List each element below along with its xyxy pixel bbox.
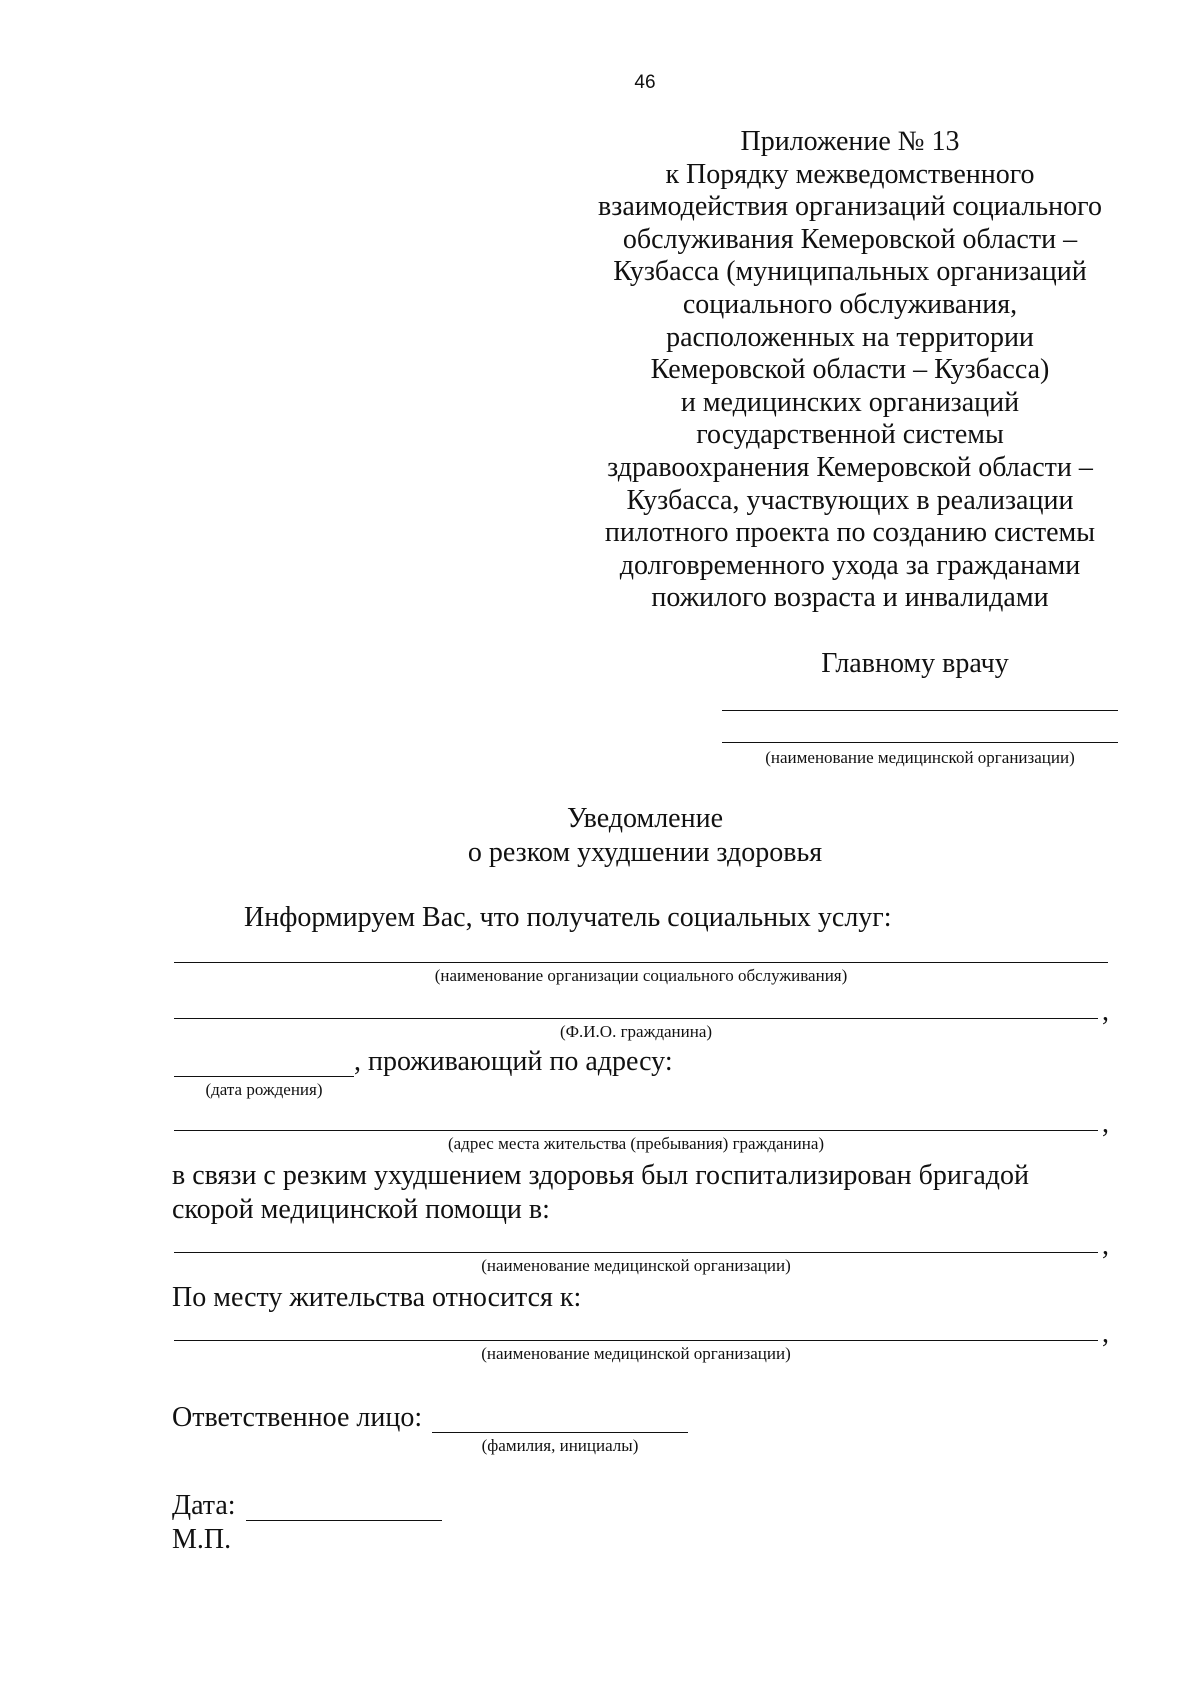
stamp-label: М.П. [172, 1524, 232, 1555]
appendix-line: Кемеровской области – Кузбасса) [650, 354, 1050, 386]
med-org-field-line-1[interactable] [174, 1252, 1098, 1253]
appendix-line: Кузбасса, участвующих в реализации [626, 484, 1074, 516]
appendix-line: здравоохранения Кемеровской области – [607, 451, 1093, 483]
appendix-line: взаимодействия организаций социального [598, 191, 1102, 223]
responsible-label: Ответственное лицо: [172, 1402, 423, 1433]
birthdate-caption: (дата рождения) [205, 1080, 323, 1099]
hospitalization-text-line2: скорой медицинской помощи в: [172, 1194, 550, 1225]
appendix-line: обслуживания Кемеровской области – [622, 223, 1078, 255]
recipient-field-line-2[interactable] [722, 742, 1118, 743]
appendix-line: государственной системы [696, 419, 1004, 451]
address-caption: (адрес места жительства (пребывания) гражданина) [447, 1134, 825, 1153]
page-number: 46 [634, 72, 656, 93]
date-label: Дата: [172, 1490, 236, 1521]
med-org-caption-2: (наименование медицинской организации) [481, 1344, 791, 1363]
appendix-line: долговременного ухода за гражданами [619, 549, 1081, 581]
address-comma: , [1102, 1108, 1109, 1139]
org-field-line[interactable] [174, 962, 1108, 963]
med-org-comma-2: , [1102, 1318, 1109, 1349]
appendix-line: и медицинских организаций [680, 386, 1020, 418]
appendix-line: пожилого возраста и инвалидами [651, 582, 1049, 614]
appendix-line: Приложение № 13 [740, 126, 960, 157]
fio-caption: (Ф.И.О. гражданина) [559, 1022, 713, 1041]
responsible-field-line[interactable] [432, 1432, 688, 1433]
recipient-caption: (наименование медицинской организации) [765, 748, 1075, 767]
notice-title: Уведомление [566, 803, 723, 834]
recipient-field-line-1[interactable] [722, 710, 1118, 711]
fio-comma: , [1102, 996, 1109, 1027]
residing-text: , проживающий по адресу: [354, 1046, 673, 1077]
intro-text: Информируем Вас, что получатель социальных услуг: [244, 902, 892, 933]
med-org-field-line-2[interactable] [174, 1340, 1098, 1341]
recipient-title: Главному врачу [821, 648, 1009, 679]
address-field-line[interactable] [174, 1130, 1098, 1131]
appendix-header [590, 126, 1110, 615]
residence-text: По месту жительства относится к: [172, 1282, 582, 1313]
med-org-caption-1: (наименование медицинской организации) [481, 1256, 791, 1275]
appendix-line: Кузбасса (муниципальных организаций [613, 256, 1087, 288]
responsible-caption: (фамилия, инициалы) [481, 1436, 639, 1455]
birthdate-field-line[interactable] [174, 1076, 354, 1077]
med-org-comma-1: , [1102, 1230, 1109, 1261]
date-field-line[interactable] [246, 1520, 442, 1521]
appendix-line: социального обслуживания, [682, 288, 1018, 320]
notice-subtitle: о резком ухудшении здоровья [467, 837, 823, 868]
fio-field-line[interactable] [174, 1018, 1098, 1019]
appendix-line: к Порядку межведомственного [665, 158, 1035, 190]
org-caption: (наименование организации социального обслуживания) [434, 966, 848, 985]
appendix-line: пилотного проекта по созданию системы [604, 517, 1096, 549]
appendix-line: расположенных на территории [666, 321, 1034, 353]
hospitalization-text-line1: в связи с резким ухудшением здоровья был госпитализирован бригадой [172, 1160, 1029, 1191]
